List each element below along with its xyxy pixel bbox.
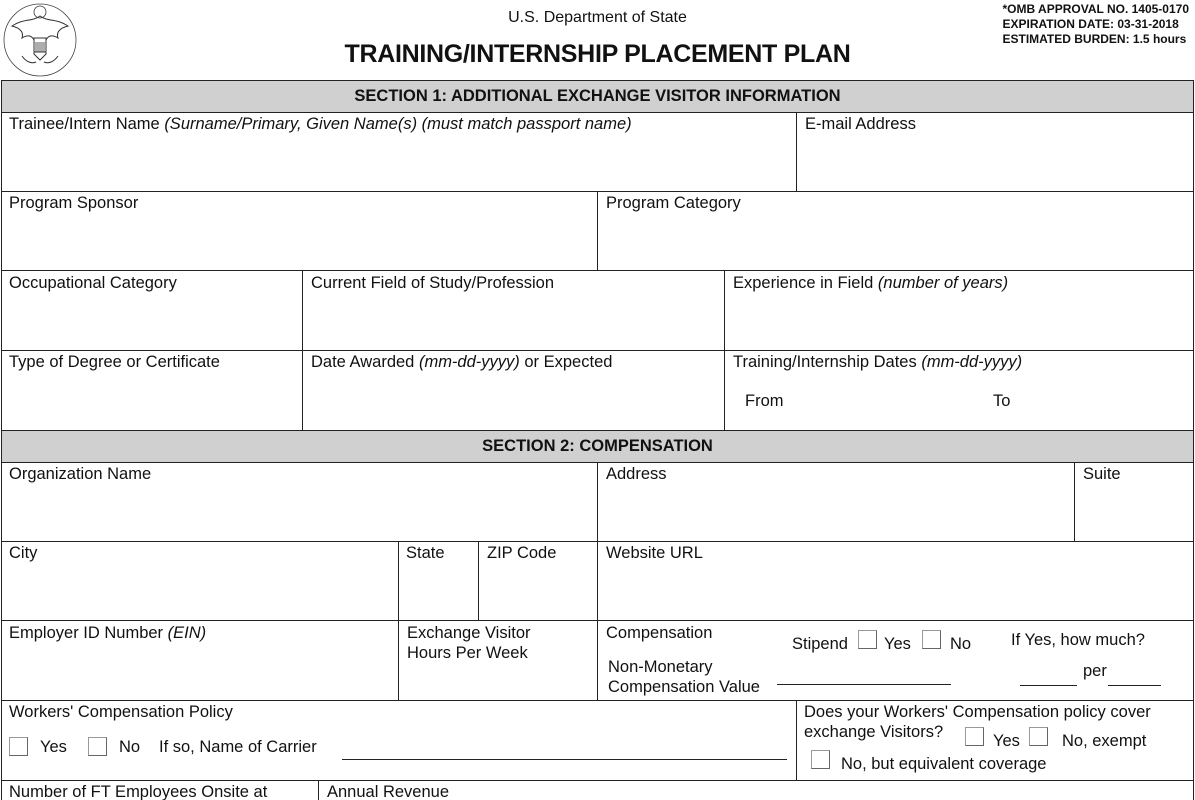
experience-label: Experience in Field: [733, 274, 874, 292]
expiration-date: EXPIRATION DATE: 03-31-2018: [1002, 17, 1179, 31]
hours-per-week-field[interactable]: [407, 623, 531, 663]
state-field[interactable]: [406, 543, 445, 563]
degree-type-label: Type of Degree or Certificate: [9, 353, 220, 371]
non-monetary-line2: Compensation Value: [608, 678, 760, 696]
stipend-no-checkbox[interactable]: [922, 630, 941, 649]
ein-hint: (EIN): [167, 624, 207, 642]
training-dates-label: Training/Internship Dates: [733, 353, 917, 371]
cover-yes-checkbox[interactable]: [965, 727, 984, 746]
stipend-amount-input[interactable]: [1020, 685, 1077, 686]
program-sponsor-field[interactable]: [9, 193, 138, 213]
experience-hint: (number of years): [877, 274, 1009, 292]
non-monetary-value-input[interactable]: [777, 684, 951, 685]
row-divider: [1, 620, 1194, 621]
divider: [796, 700, 797, 780]
trainee-name-field[interactable]: [9, 114, 632, 134]
carrier-name-label: If so, Name of Carrier: [159, 738, 317, 756]
date-awarded-suffix: or Expected: [524, 353, 613, 371]
to-date-label[interactable]: To: [993, 392, 1011, 410]
row-divider: [1, 270, 1194, 271]
training-dates-field: [733, 352, 1022, 372]
row-divider: [1, 780, 1194, 781]
website-url-field[interactable]: [606, 543, 703, 563]
divider: [597, 462, 598, 700]
stipend-label: Stipend: [792, 635, 848, 653]
email-address-field[interactable]: [805, 114, 916, 134]
stipend-no-label: No: [950, 635, 972, 653]
program-sponsor-label: Program Sponsor: [9, 194, 139, 212]
stipend-period-input[interactable]: [1108, 685, 1161, 686]
zip-code-field[interactable]: [487, 543, 556, 563]
zip-code-label: ZIP Code: [487, 544, 557, 562]
non-monetary-label: [608, 657, 760, 697]
occupational-category-field[interactable]: [9, 273, 177, 293]
program-category-label: Program Category: [606, 194, 741, 212]
organization-name-field[interactable]: [9, 464, 151, 484]
stipend-yes-label: Yes: [884, 635, 911, 653]
estimated-burden: ESTIMATED BURDEN: 1.5 hours: [1002, 32, 1187, 46]
cover-equivalent-checkbox[interactable]: [811, 750, 830, 769]
divider: [796, 112, 797, 192]
divider: [1074, 462, 1075, 541]
per-label: per: [1083, 662, 1107, 680]
hours-label-line1: Exchange Visitor: [407, 624, 531, 642]
divider: [597, 191, 598, 271]
divider: [478, 541, 479, 620]
section-2-header: SECTION 2: COMPENSATION: [1, 430, 1194, 463]
workers-comp-no-checkbox[interactable]: [88, 737, 107, 756]
department-name: U.S. Department of State: [508, 9, 687, 26]
ein-field[interactable]: [9, 623, 206, 643]
divider: [318, 780, 319, 800]
workers-comp-yes-checkbox[interactable]: [9, 737, 28, 756]
degree-type-field[interactable]: [9, 352, 220, 372]
suite-field[interactable]: [1083, 464, 1121, 484]
experience-field[interactable]: [733, 273, 1008, 293]
cover-no-exempt-label: No, exempt: [1062, 732, 1147, 750]
row-divider: [1, 350, 1194, 351]
how-much-label: If Yes, how much?: [1011, 631, 1145, 649]
cover-equivalent-label: No, but equivalent coverage: [841, 755, 1047, 773]
ft-employees-field[interactable]: [9, 782, 267, 800]
from-date-label[interactable]: From: [745, 392, 784, 410]
annual-revenue-field[interactable]: [327, 782, 449, 800]
website-url-label: Website URL: [606, 544, 703, 562]
section-1-header: SECTION 1: ADDITIONAL EXCHANGE VISITOR INFORMATION: [1, 80, 1194, 113]
trainee-name-label: Trainee/Intern Name: [9, 115, 160, 133]
form-title: TRAINING/INTERNSHIP PLACEMENT PLAN: [344, 40, 851, 68]
organization-name-label: Organization Name: [9, 465, 152, 483]
omb-approval-number: *OMB APPROVAL NO. 1405-0170: [1002, 2, 1189, 16]
row-divider: [1, 541, 1194, 542]
compensation-label: Compensation: [606, 624, 713, 642]
workers-comp-label: Workers' Compensation Policy: [9, 703, 233, 721]
program-category-field[interactable]: [606, 193, 741, 213]
hours-label-line2: Hours Per Week: [407, 644, 528, 662]
occupational-category-label: Occupational Category: [9, 274, 177, 292]
suite-label: Suite: [1083, 465, 1121, 483]
current-field-field[interactable]: [311, 273, 554, 293]
address-label: Address: [606, 465, 667, 483]
workers-comp-yes-label: Yes: [40, 738, 67, 756]
carrier-name-input[interactable]: [342, 759, 787, 760]
date-awarded-field[interactable]: [311, 352, 612, 372]
date-awarded-hint: (mm-dd-yyyy): [418, 353, 520, 371]
training-dates-hint: (mm-dd-yyyy): [921, 353, 1023, 371]
current-field-label: Current Field of Study/Profession: [311, 274, 555, 292]
email-label: E-mail Address: [805, 115, 916, 133]
omb-info: [1002, 2, 1189, 47]
state-label: State: [406, 544, 445, 562]
cover-no-exempt-checkbox[interactable]: [1029, 727, 1048, 746]
ein-label: Employer ID Number: [9, 624, 164, 642]
cover-yes-label: Yes: [993, 732, 1020, 750]
ft-employees-label: Number of FT Employees Onsite at: [9, 783, 268, 800]
date-awarded-label: Date Awarded: [311, 353, 415, 371]
wc-cover-line1: Does your Workers' Compensation policy cover: [804, 703, 1151, 721]
address-field[interactable]: [606, 464, 667, 484]
city-field[interactable]: [9, 543, 37, 563]
stipend-yes-checkbox[interactable]: [858, 630, 877, 649]
non-monetary-line1: Non-Monetary: [608, 658, 713, 676]
row-divider: [1, 700, 1194, 701]
trainee-name-hint: (Surname/Primary, Given Name(s) (must match passport name): [164, 115, 632, 133]
workers-comp-no-label: No: [119, 738, 141, 756]
wc-cover-line2: exchange Visitors?: [804, 723, 944, 741]
annual-revenue-label: Annual Revenue: [327, 783, 450, 800]
city-label: City: [9, 544, 38, 562]
